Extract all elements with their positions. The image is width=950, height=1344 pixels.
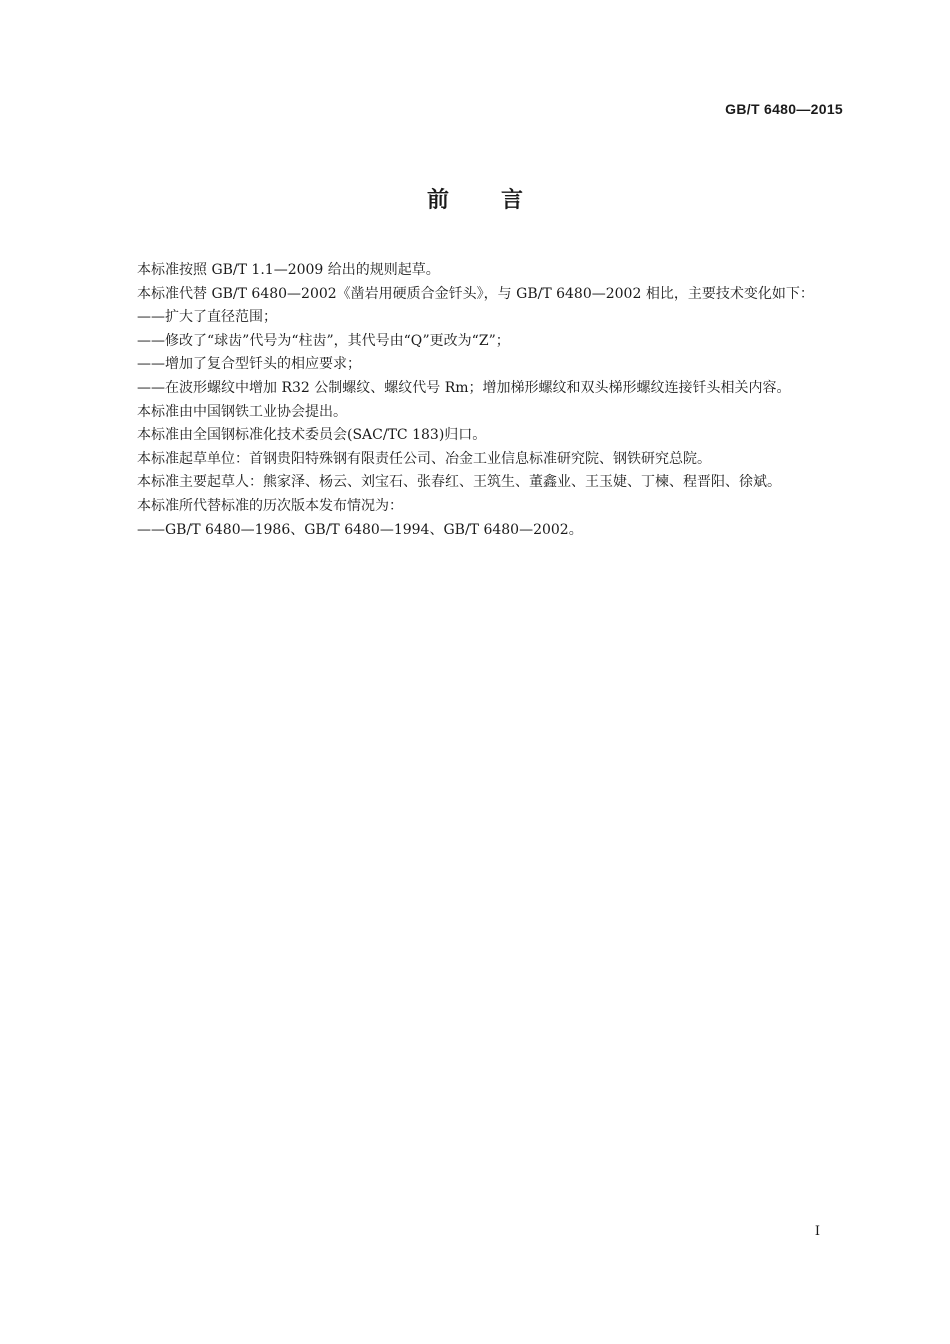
change-item: ——增加了复合型钎头的相应要求； — [137, 356, 361, 373]
history-item: ——GB/T 6480—1986、GB/T 6480—1994、GB/T 6480—2002。 — [137, 521, 583, 538]
paragraph-drafters: 本标准主要起草人：熊家泽、杨云、刘宝石、张春红、王筑生、董鑫业、王玉婕、丁楝、程晋阳、徐斌。 — [137, 474, 781, 491]
change-item: ——在波形螺纹中增加 R32 公制螺纹、螺纹代号 Rm；增加梯形螺纹和双头梯形螺纹连接钎头相关内容。 — [137, 379, 791, 396]
paragraph-committee: 本标准由全国钢标准化技术委员会(SAC/TC 183)归口。 — [137, 427, 487, 444]
paragraph-drafting-units: 本标准起草单位：首钢贵阳特殊钢有限责任公司、冶金工业信息标准研究院、钢铁研究总院。 — [137, 450, 711, 467]
document-body — [107, 259, 843, 542]
change-item: ——修改了“球齿”代号为“柱齿”，其代号由“Q”更改为“Z”； — [137, 332, 510, 349]
paragraph-replacement: 本标准代替 GB/T 6480—2002《凿岩用硬质合金钎头》，与 GB/T 6480—2002 相比，主要技术变化如下： — [137, 285, 814, 302]
paragraph-proposer: 本标准由中国钢铁工业协会提出。 — [137, 403, 347, 420]
change-item: ——扩大了直径范围； — [137, 309, 277, 326]
page-title: 前言 — [426, 188, 575, 213]
paragraph-drafting-rules: 本标准按照 GB/T 1.1—2009 给出的规则起草。 — [137, 262, 440, 278]
page-number: I — [814, 1224, 820, 1239]
standard-number: GB/T 6480—2015 — [725, 101, 843, 117]
paragraph-history-intro: 本标准所代替标准的历次版本发布情况为： — [137, 497, 403, 514]
